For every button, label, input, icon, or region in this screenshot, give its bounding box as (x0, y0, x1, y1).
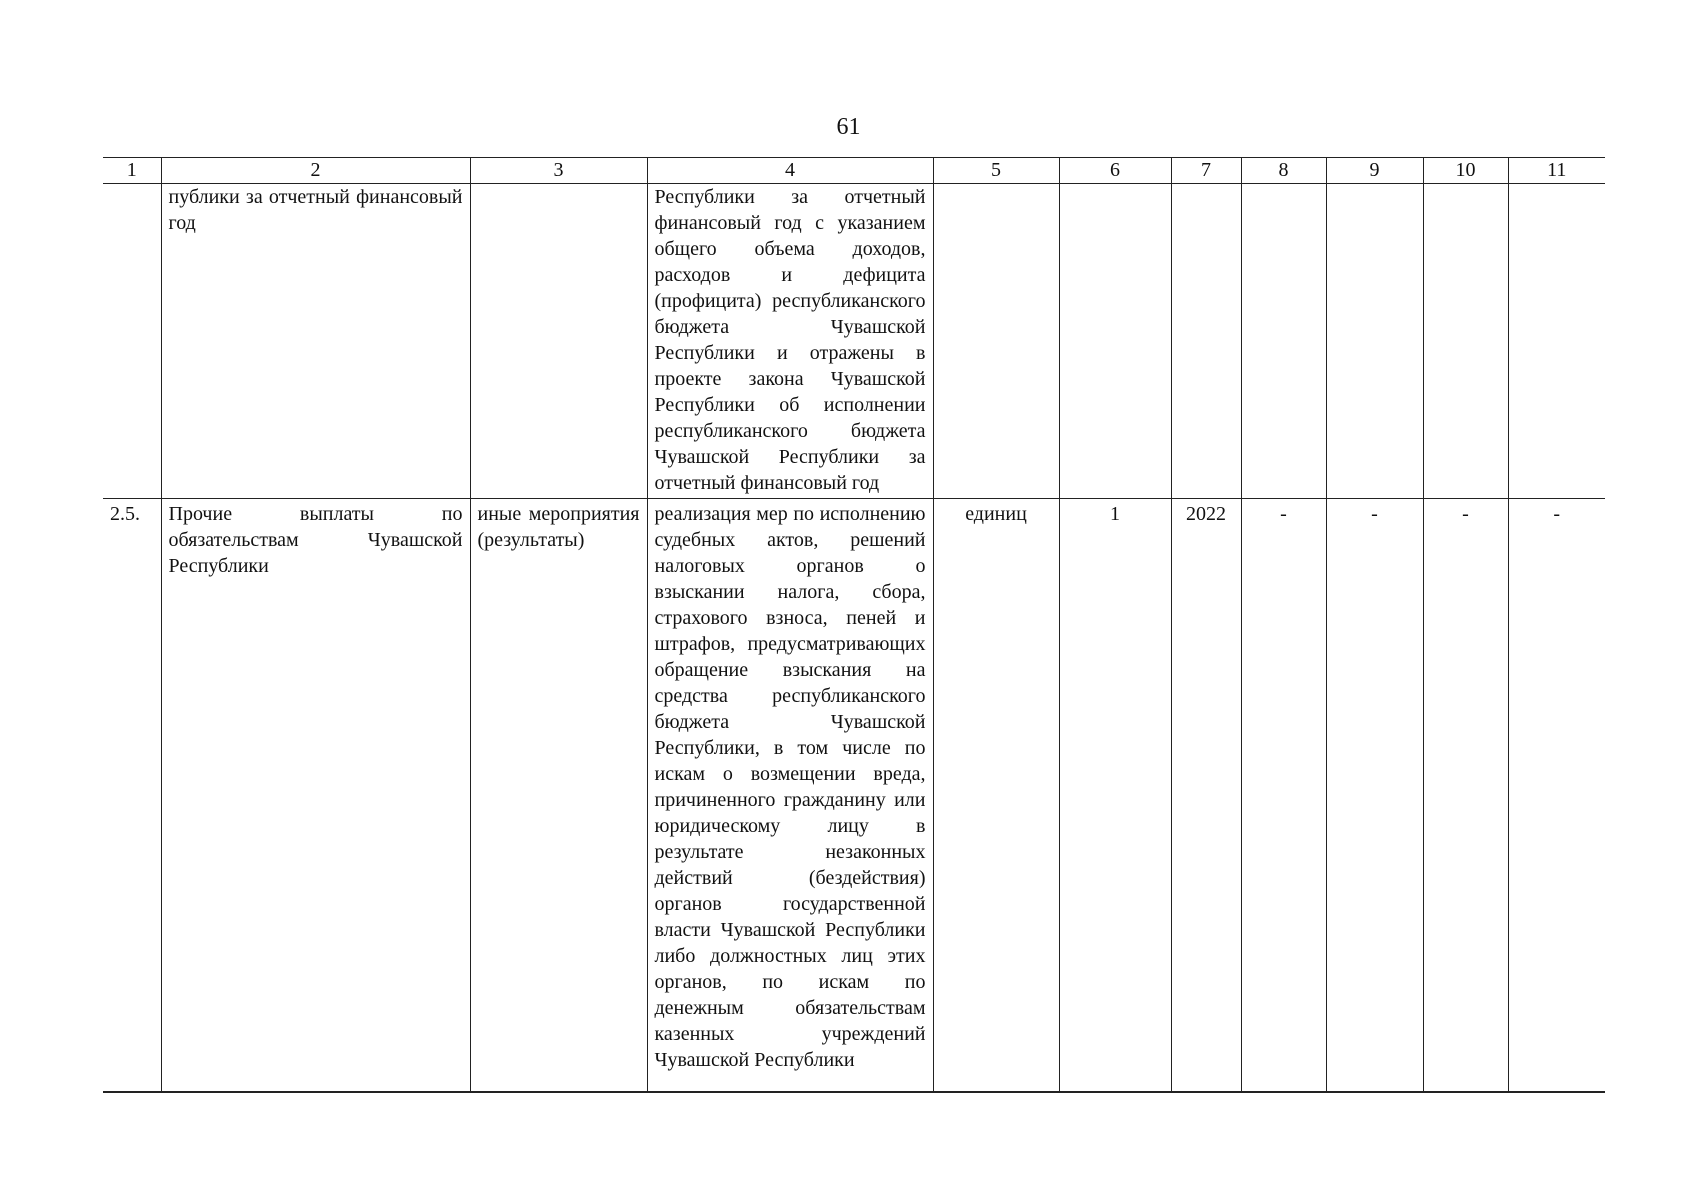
column-header: 1 (103, 158, 161, 184)
document-table (103, 157, 1605, 1093)
column-header-row (103, 158, 1605, 184)
year-cell: 2022 (1171, 499, 1241, 1093)
value-cell (1241, 184, 1326, 499)
column-header: 7 (1171, 158, 1241, 184)
value-cell: - (1326, 499, 1423, 1093)
unit-cell: единиц (933, 499, 1059, 1093)
value-cell (1326, 184, 1423, 499)
base-value-cell (1059, 184, 1171, 499)
column-header: 2 (161, 158, 470, 184)
event-name: публики за отчетный финансовый год (161, 184, 470, 499)
column-header: 3 (470, 158, 647, 184)
table-row (103, 184, 1605, 499)
unit-cell (933, 184, 1059, 499)
base-value-cell: 1 (1059, 499, 1171, 1093)
value-cell: - (1508, 499, 1605, 1093)
column-header: 10 (1423, 158, 1508, 184)
event-type (470, 184, 647, 499)
column-header: 11 (1508, 158, 1605, 184)
event-name: Прочие выплаты по обязательствам Чувашской Республики (161, 499, 470, 1093)
row-number: 2.5. (103, 499, 161, 1093)
year-cell (1171, 184, 1241, 499)
column-header: 5 (933, 158, 1059, 184)
event-description: Республики за отчетный финансовый год с указанием общего объема доходов, расходов и дефицита (профицита) республиканского бюджета Чувашской Республики и отражены в проекте закона Чувашской Республики об исполнении республиканского бюджета Чувашской Республики за отчетный финансовый год (647, 184, 933, 499)
row-number (103, 184, 161, 499)
value-cell: - (1423, 499, 1508, 1093)
value-cell (1423, 184, 1508, 499)
value-cell (1508, 184, 1605, 499)
table-row (103, 499, 1605, 1093)
column-header: 6 (1059, 158, 1171, 184)
page-number: 61 (836, 114, 861, 140)
column-header: 9 (1326, 158, 1423, 184)
column-header: 4 (647, 158, 933, 184)
value-cell: - (1241, 499, 1326, 1093)
event-type: иные мероприятия (результаты) (470, 499, 647, 1093)
column-header: 8 (1241, 158, 1326, 184)
event-description: реализация мер по исполнению судебных актов, решений налоговых органов о взыскании налога, сбора, страхового взноса, пеней и штрафов, предусматривающих обращение взыскания на средства республиканского бюджета Чувашской Республики, в том числе по искам о возмещении вреда, причиненного гражданину или юридическому лицу в результате незаконных действий (бездействия) органов государственной власти Чувашской Республики либо должностных лиц этих органов, по искам по денежным обязательствам казенных учреждений Чувашской Республики (647, 499, 933, 1093)
